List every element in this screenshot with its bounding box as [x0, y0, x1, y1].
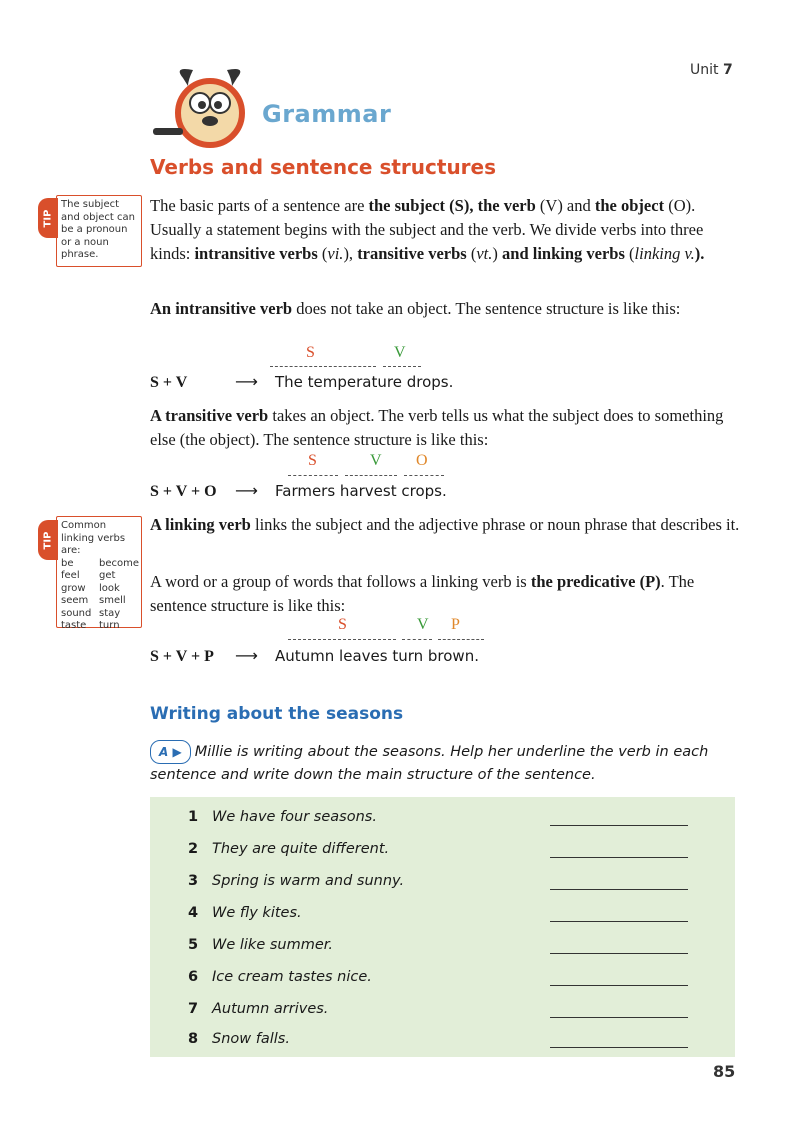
- svo-label-o: O: [416, 452, 428, 469]
- sv-label-s: S: [306, 344, 315, 361]
- arrow-icon: ⟶: [235, 481, 258, 500]
- verbs-heading: Verbs and sentence structures: [150, 155, 497, 179]
- sv-underline-s: [270, 366, 376, 367]
- svo-underline-s: [288, 475, 338, 476]
- activity-instruction: A ▶ Millie is writing about the seasons. Help her underline the verb in each sentence and write down the main structure of the sentence.: [150, 740, 740, 786]
- magnifier-dog-logo: [148, 58, 273, 153]
- exercise-item: 5 We like summer.: [188, 937, 334, 953]
- exercise-item: 3 Spring is warm and sunny.: [188, 873, 405, 889]
- svo-underline-o: [404, 475, 444, 476]
- sv-structure: S + V ⟶ The temperature drops.: [150, 372, 454, 391]
- exercise-item: 8 Snow falls.: [188, 1031, 290, 1047]
- tip-tag: TIP: [38, 520, 58, 560]
- answer-line[interactable]: [550, 889, 688, 890]
- activity-a-badge: A ▶: [150, 740, 191, 764]
- svp-underline-s: [288, 639, 396, 640]
- exercise-item: 1 We have four seasons.: [188, 809, 377, 825]
- svp-label-s: S: [338, 616, 347, 633]
- svo-label-s: S: [308, 452, 317, 469]
- svp-structure: S + V + P ⟶ Autumn leaves turn brown.: [150, 646, 479, 665]
- answer-line[interactable]: [550, 953, 688, 954]
- tip-box-linking-verbs: Common linking verbs are: be become feel get grow look seem smell sound stay taste turn: [56, 516, 142, 628]
- answer-line[interactable]: [550, 857, 688, 858]
- unit-label: Unit 7: [690, 62, 733, 78]
- section-title: Grammar: [262, 100, 392, 128]
- svp-underline-p: [438, 639, 484, 640]
- arrow-icon: ⟶: [235, 646, 258, 665]
- svo-structure: S + V + O ⟶ Farmers harvest crops.: [150, 481, 447, 500]
- predicative-paragraph: A word or a group of words that follows a linking verb is the predicative (P). The sentence structure is like this:: [150, 572, 695, 615]
- linking-paragraph: A linking verb links the subject and the adjective phrase or noun phrase that describes it.: [150, 515, 740, 534]
- exercise-item: 7 Autumn arrives.: [188, 1001, 329, 1017]
- answer-line[interactable]: [550, 1047, 688, 1048]
- svo-label-v: V: [370, 452, 382, 469]
- svp-underline-v: [402, 639, 432, 640]
- intro-paragraph: The basic parts of a sentence are the subject (S), the verb (V) and the object (O). Usually a statement begins with the subject and the verb. We divide verbs into three kinds: intransitive verbs (vi.), transitive verbs (vt.) and linking verbs (linking v.).: [150, 196, 705, 263]
- tip-box-subject: The subject and object can be a pronoun or a noun phrase.: [56, 195, 142, 267]
- tip-tag: TIP: [38, 198, 58, 238]
- exercise-item: 6 Ice cream tastes nice.: [188, 969, 372, 985]
- arrow-icon: ⟶: [235, 372, 258, 391]
- transitive-paragraph: A transitive verb takes an object. The verb tells us what the subject does to something else (the object). The sentence structure is like this:: [150, 406, 724, 449]
- svp-label-v: V: [417, 616, 429, 633]
- sv-underline-v: [383, 366, 421, 367]
- answer-line[interactable]: [550, 921, 688, 922]
- svp-label-p: P: [451, 616, 460, 633]
- answer-line[interactable]: [550, 825, 688, 826]
- exercise-panel: [150, 797, 735, 1057]
- exercise-item: 4 We fly kites.: [188, 905, 302, 921]
- sv-label-v: V: [394, 344, 406, 361]
- answer-line[interactable]: [550, 1017, 688, 1018]
- page-number: 85: [713, 1062, 736, 1081]
- writing-heading: Writing about the seasons: [150, 704, 404, 724]
- svo-underline-v: [345, 475, 397, 476]
- answer-line[interactable]: [550, 985, 688, 986]
- intransitive-paragraph: An intransitive verb does not take an object. The sentence structure is like this:: [150, 299, 681, 318]
- exercise-item: 2 They are quite different.: [188, 841, 390, 857]
